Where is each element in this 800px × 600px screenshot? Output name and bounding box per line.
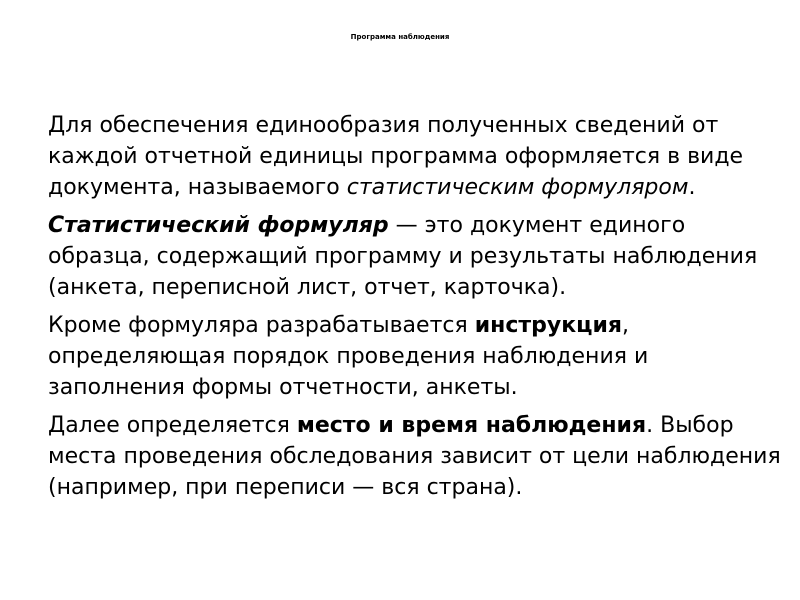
paragraph-text: , определяющая порядок проведения наблюдения и заполнения формы отчетности, анкеты. (48, 313, 649, 400)
paragraph-text: . Выбор места проведения обследования зависит от цели наблюдения (например, при переписи — вся страна). (48, 413, 781, 500)
paragraph-formular-intro (48, 110, 788, 203)
paragraph-text: . (688, 175, 696, 200)
paragraph-text: Кроме формуляра разрабатывается (48, 313, 475, 338)
paragraph-instruction (48, 310, 788, 403)
emphasis-term: инструкция (474, 313, 622, 338)
paragraph-place-and-time (48, 410, 788, 503)
slide-body (48, 110, 788, 503)
paragraph-text: Для обеспечения единообразия полученных сведений от каждой отчетной единицы программа оформляется в виде документа, называемого (48, 113, 744, 200)
emphasis-term: место и время наблюдения (296, 413, 647, 438)
paragraph-text: Далее определяется (48, 413, 297, 438)
paragraph-text: — это документ единого образца, содержащий программу и результаты наблюдения (анкета, переписной лист, отчет, карточка). (48, 213, 758, 300)
slide-title: Программа наблюдения (350, 33, 450, 41)
emphasis-term: Статистический формуляр (48, 213, 389, 238)
emphasis-term: статистическим формуляром (346, 175, 689, 200)
paragraph-formular-definition (48, 210, 788, 303)
